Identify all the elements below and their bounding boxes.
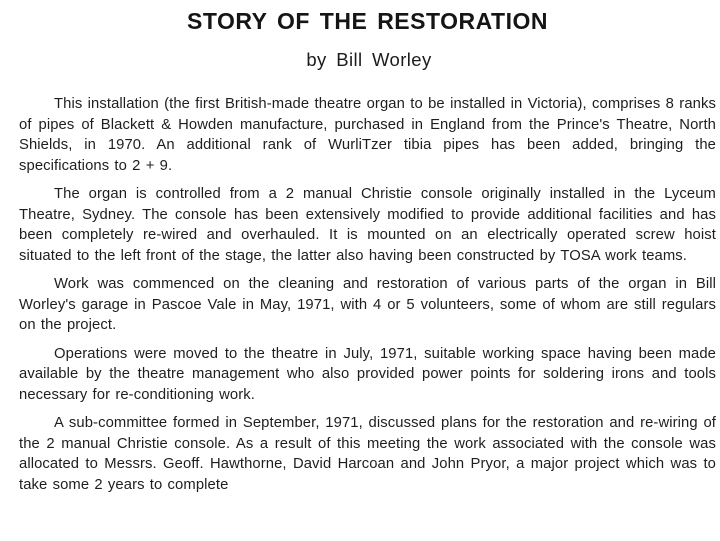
paragraph-operations-moved: Operations were moved to the theatre in July, 1971, suitable working space having been made available by the theatre management who also provided power points for soldering irons and tools necessary for re-conditioning work.	[19, 345, 716, 403]
article-title: STORY OF THE RESTORATION	[187, 8, 548, 34]
paragraph-console: The organ is controlled from a 2 manual Christie console originally installed in the Lyceum Theatre, Sydney. The console has been extensively modified to provide additional facilities and has been completely re-wired and overhauled. It is mounted on an electrically operated screw hoist situated to the left front of the stage, the latter also having been constructed by TOSA work teams.	[19, 186, 716, 264]
paragraph-sub-committee: A sub-committee formed in September, 1971, discussed plans for the restoration and re-wiring of the 2 manual Christie console. As a result of this meeting the work associated with the console was allocated to Messrs. Geoff. Hawthorne, David Harcoan and John Pryor, a major project which was to take some 2 years to complete	[19, 415, 716, 493]
paragraph-work-commenced: Work was commenced on the cleaning and restoration of various parts of the organ in Bill Worley's garage in Pascoe Vale in May, 1971, with 4 or 5 volunteers, some of whom are still regulars on the project.	[19, 276, 716, 333]
article-body	[19, 94, 716, 503]
paragraph-installation: This installation (the first British-made theatre organ to be installed in Victoria), comprises 8 ranks of pipes of Blackett & Howden manufacture, purchased in England from the Prince's Theatre, North Shields, in 1970. An additional rank of WurliTzer tibia pipes has been added, bringing the specifications to 2 + 9.	[19, 96, 716, 174]
article-byline: by Bill Worley	[306, 49, 432, 70]
